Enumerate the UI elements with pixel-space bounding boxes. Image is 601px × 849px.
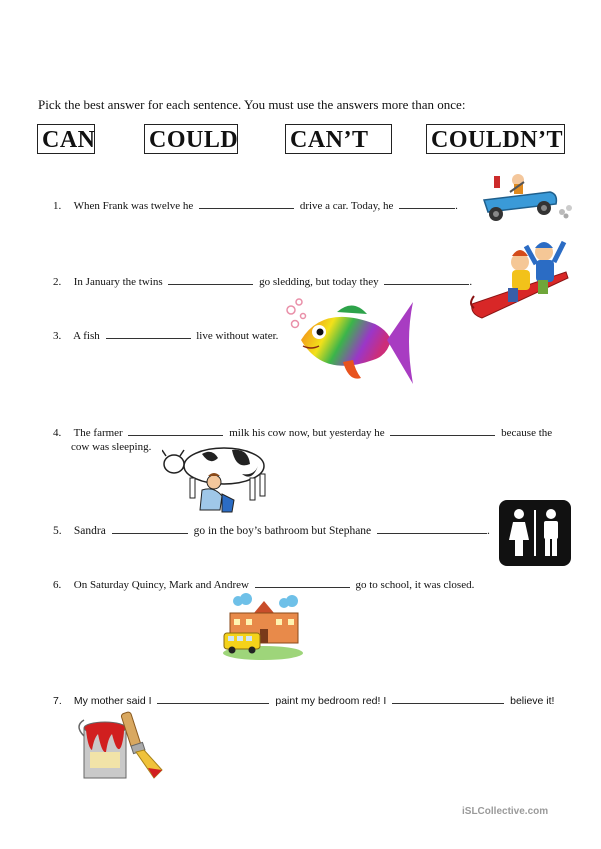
question-text: . (455, 200, 458, 212)
question-1 (53, 198, 458, 213)
question-text: In January the twins (73, 276, 163, 288)
instruction-text: Pick the best answer for each sentence. You must use the answers more than once: (38, 97, 466, 112)
question-6 (53, 577, 474, 592)
answer-blank[interactable] (199, 198, 294, 209)
question-text: go sledding, but today they (259, 276, 379, 288)
question-number: 1. (53, 200, 62, 212)
paint-can-icon (78, 708, 168, 784)
word-could: COULD (144, 124, 238, 154)
answer-blank[interactable] (390, 425, 495, 436)
answer-blank[interactable] (106, 328, 191, 339)
answer-blank[interactable] (399, 198, 455, 209)
question-number: 4. (53, 427, 62, 439)
sled-kids-icon (468, 234, 574, 324)
question-text: go in the boy’s bathroom but Stephane (193, 525, 372, 537)
question-number: 5. (53, 525, 62, 537)
question-7 (53, 693, 554, 708)
question-text: . (487, 525, 490, 537)
question-5 (53, 523, 490, 538)
question-text: go to school, it was closed. (355, 579, 475, 591)
question-number: 6. (53, 579, 62, 591)
question-4 (53, 425, 552, 440)
question-text: believe it! (510, 695, 555, 707)
answer-blank[interactable] (377, 523, 487, 534)
word-can: CAN (37, 124, 95, 154)
word-cant: CAN’T (285, 124, 392, 154)
answer-blank[interactable] (112, 523, 188, 534)
watermark-text: iSLCollective.com (462, 806, 549, 817)
question-text: drive a car. Today, he (299, 200, 394, 212)
answer-blank[interactable] (168, 274, 253, 285)
answer-blank[interactable] (255, 577, 350, 588)
question-text: My mother said I (73, 695, 152, 707)
question-number: 3. (53, 330, 62, 342)
question-text: The farmer (73, 427, 123, 439)
restroom-sign-icon (499, 500, 571, 566)
fish-icon (283, 294, 417, 390)
answer-blank[interactable] (384, 274, 469, 285)
question-text: When Frank was twelve he (73, 200, 194, 212)
word-couldnt: COULDN’T (426, 124, 565, 154)
answer-blank[interactable] (157, 693, 269, 704)
question-3 (53, 328, 278, 343)
school-bus-icon (220, 593, 306, 661)
question-text: live without water. (196, 330, 279, 342)
question-4-continued: cow was sleeping. (71, 441, 152, 453)
question-text: . (469, 276, 473, 288)
question-text: A fish (73, 330, 100, 342)
answer-blank[interactable] (392, 693, 504, 704)
question-2 (53, 274, 472, 289)
question-number: 2. (53, 276, 62, 288)
question-text: because the (501, 427, 553, 439)
cow-milking-icon (162, 440, 272, 516)
question-number: 7. (53, 695, 62, 707)
question-text: On Saturday Quincy, Mark and Andrew (73, 579, 249, 591)
car-icon (480, 170, 576, 228)
question-text: Sandra (73, 525, 106, 537)
question-text: paint my bedroom red! I (275, 695, 387, 707)
question-text: milk his cow now, but yesterday he (229, 427, 385, 439)
answer-blank[interactable] (128, 425, 223, 436)
